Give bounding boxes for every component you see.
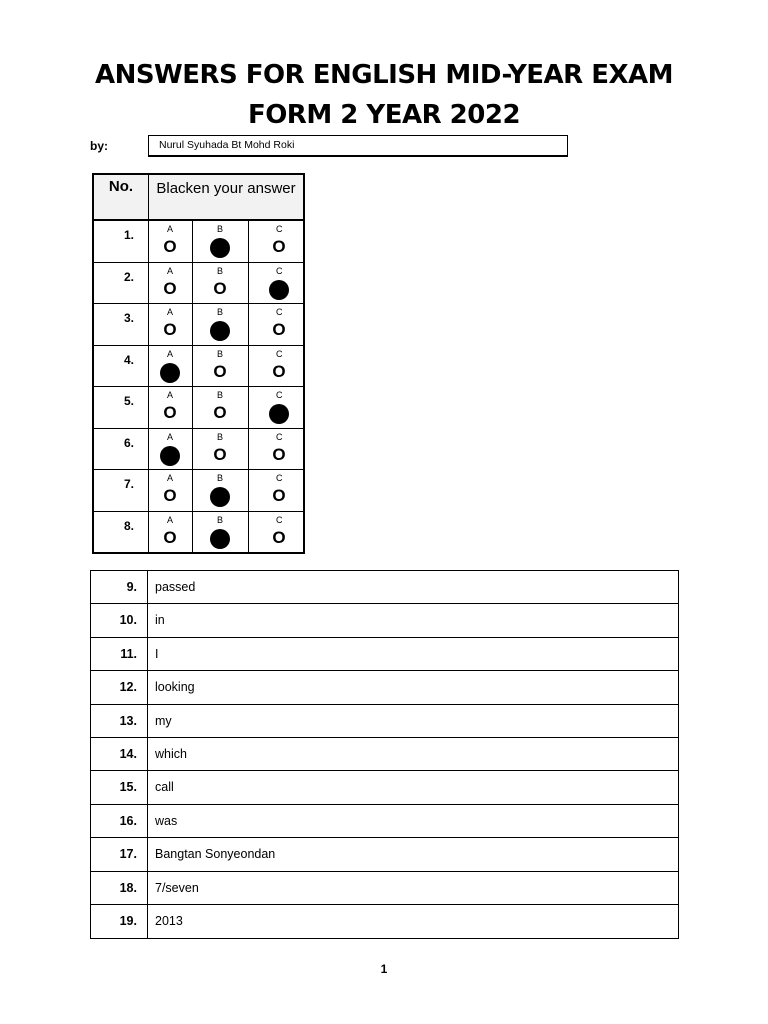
option-letter: A: [167, 390, 174, 400]
answer-row: [91, 905, 678, 938]
mcq-question-number: 6.: [94, 429, 149, 470]
filled-bubble[interactable]: [160, 446, 180, 466]
option-letter: B: [217, 307, 224, 317]
option-letter: B: [217, 348, 224, 359]
mcq-option-c[interactable]: [249, 387, 303, 428]
mcq-question-number: 2.: [94, 263, 149, 304]
mcq-option-c[interactable]: [249, 304, 303, 345]
empty-bubble[interactable]: [269, 487, 289, 507]
empty-bubble[interactable]: [210, 404, 230, 424]
mcq-option-a[interactable]: [149, 470, 193, 511]
mcq-option-b[interactable]: [193, 470, 249, 511]
mcq-option-a[interactable]: [149, 304, 193, 345]
mcq-option-c[interactable]: [249, 470, 303, 511]
answer-row: [91, 604, 678, 637]
empty-bubble[interactable]: [160, 404, 180, 424]
option-letter: B: [217, 224, 224, 234]
option-letter: A: [167, 265, 174, 276]
mcq-row: [94, 346, 303, 388]
mcq-row: [94, 263, 303, 305]
filled-bubble[interactable]: [210, 487, 230, 507]
mcq-option-b[interactable]: [193, 387, 249, 428]
mcq-row: [94, 387, 303, 429]
answer-text: which: [155, 746, 187, 761]
mcq-option-b[interactable]: [193, 346, 249, 387]
empty-bubble[interactable]: [160, 529, 180, 549]
empty-bubble[interactable]: [210, 363, 230, 383]
answer-number: 15.: [91, 771, 148, 803]
answer-number: 16.: [91, 805, 148, 837]
answer-number: 14.: [91, 738, 148, 770]
answer-number: 12.: [91, 671, 148, 703]
option-letter: A: [167, 348, 174, 359]
option-letter: B: [217, 390, 224, 400]
filled-bubble[interactable]: [210, 238, 230, 258]
empty-bubble[interactable]: [160, 487, 180, 507]
answer-text: was: [155, 813, 178, 828]
mcq-option-c[interactable]: [249, 221, 303, 262]
option-letter: B: [217, 431, 224, 442]
answer-table: [90, 570, 679, 939]
mcq-option-a[interactable]: [149, 387, 193, 428]
filled-bubble[interactable]: [269, 404, 289, 424]
answer-row: [91, 638, 678, 671]
option-letter: A: [167, 514, 174, 525]
mcq-header-answer: Blacken your answer: [149, 175, 303, 221]
answer-number: 11.: [91, 638, 148, 670]
answer-text: 7/seven: [155, 880, 199, 895]
answer-row: [91, 805, 678, 838]
mcq-header-no: No.: [94, 175, 149, 221]
answer-text: Bangtan Sonyeondan: [155, 847, 276, 862]
page-subtitle: FORM 2 YEAR 2022: [247, 100, 521, 130]
option-letter: C: [276, 348, 283, 359]
mcq-row: [94, 221, 303, 263]
answer-number: 18.: [91, 872, 148, 904]
mcq-question-number: 1.: [94, 221, 149, 262]
filled-bubble[interactable]: [269, 280, 289, 300]
author-field: [148, 135, 568, 157]
answer-row: [91, 705, 678, 738]
mcq-row: [94, 429, 303, 471]
page-title: ANSWERS FOR ENGLISH MID-YEAR EXAM: [94, 60, 674, 90]
option-letter: A: [167, 473, 174, 483]
mcq-answer-grid: [92, 173, 305, 554]
mcq-option-c[interactable]: [249, 429, 303, 470]
answer-text: 2013: [155, 913, 183, 928]
mcq-option-a[interactable]: [149, 263, 193, 304]
answer-number: 10.: [91, 604, 148, 636]
answer-row: [91, 738, 678, 771]
empty-bubble[interactable]: [269, 446, 289, 466]
empty-bubble[interactable]: [210, 446, 230, 466]
option-letter: B: [217, 473, 224, 483]
mcq-question-number: 3.: [94, 304, 149, 345]
answer-number: 13.: [91, 705, 148, 737]
mcq-question-number: 7.: [94, 470, 149, 511]
option-letter: C: [276, 390, 283, 400]
filled-bubble[interactable]: [210, 321, 230, 341]
answer-text: my: [155, 713, 172, 728]
option-letter: A: [167, 307, 174, 317]
mcq-option-b[interactable]: [193, 512, 249, 554]
answer-row: [91, 571, 678, 604]
empty-bubble[interactable]: [269, 363, 289, 383]
option-letter: C: [276, 431, 283, 442]
option-letter: C: [276, 514, 283, 525]
page-number: 1: [380, 962, 388, 976]
mcq-option-a[interactable]: [149, 429, 193, 470]
empty-bubble[interactable]: [160, 280, 180, 300]
answer-row: [91, 671, 678, 704]
empty-bubble[interactable]: [160, 321, 180, 341]
mcq-option-c[interactable]: [249, 512, 303, 554]
mcq-row: [94, 512, 303, 554]
answer-text: call: [155, 780, 174, 795]
author-name: Nurul Syuhada Bt Mohd Roki: [159, 139, 295, 151]
mcq-option-b[interactable]: [193, 263, 249, 304]
option-letter: A: [167, 431, 174, 442]
option-letter: C: [276, 224, 283, 234]
filled-bubble[interactable]: [160, 363, 180, 383]
option-letter: B: [217, 514, 224, 525]
mcq-option-c[interactable]: [249, 263, 303, 304]
mcq-option-b[interactable]: [193, 221, 249, 262]
by-label: by:: [90, 139, 108, 153]
mcq-row: [94, 470, 303, 512]
answer-text: passed: [155, 580, 196, 594]
option-letter: C: [276, 307, 283, 317]
mcq-option-a[interactable]: [149, 512, 193, 554]
mcq-option-a[interactable]: [149, 221, 193, 262]
mcq-question-number: 4.: [94, 346, 149, 387]
answer-number: 19.: [91, 905, 148, 938]
empty-bubble[interactable]: [269, 321, 289, 341]
mcq-option-b[interactable]: [193, 304, 249, 345]
answer-row: [91, 872, 678, 905]
option-letter: C: [276, 265, 283, 276]
answer-number: 9.: [91, 571, 148, 603]
option-letter: C: [276, 473, 283, 483]
empty-bubble[interactable]: [160, 238, 180, 258]
mcq-row: [94, 304, 303, 346]
empty-bubble[interactable]: [269, 238, 289, 258]
mcq-question-number: 8.: [94, 512, 149, 554]
mcq-option-c[interactable]: [249, 346, 303, 387]
answer-text: I: [155, 646, 159, 661]
empty-bubble[interactable]: [210, 280, 230, 300]
mcq-option-b[interactable]: [193, 429, 249, 470]
option-letter: A: [167, 224, 174, 234]
mcq-question-number: 5.: [94, 387, 149, 428]
answer-text: looking: [155, 680, 195, 695]
answer-row: [91, 771, 678, 804]
answer-row: [91, 838, 678, 871]
mcq-option-a[interactable]: [149, 346, 193, 387]
answer-text: in: [155, 613, 165, 628]
answer-number: 17.: [91, 838, 148, 870]
option-letter: B: [217, 265, 224, 276]
filled-bubble[interactable]: [210, 529, 230, 549]
empty-bubble[interactable]: [269, 529, 289, 549]
